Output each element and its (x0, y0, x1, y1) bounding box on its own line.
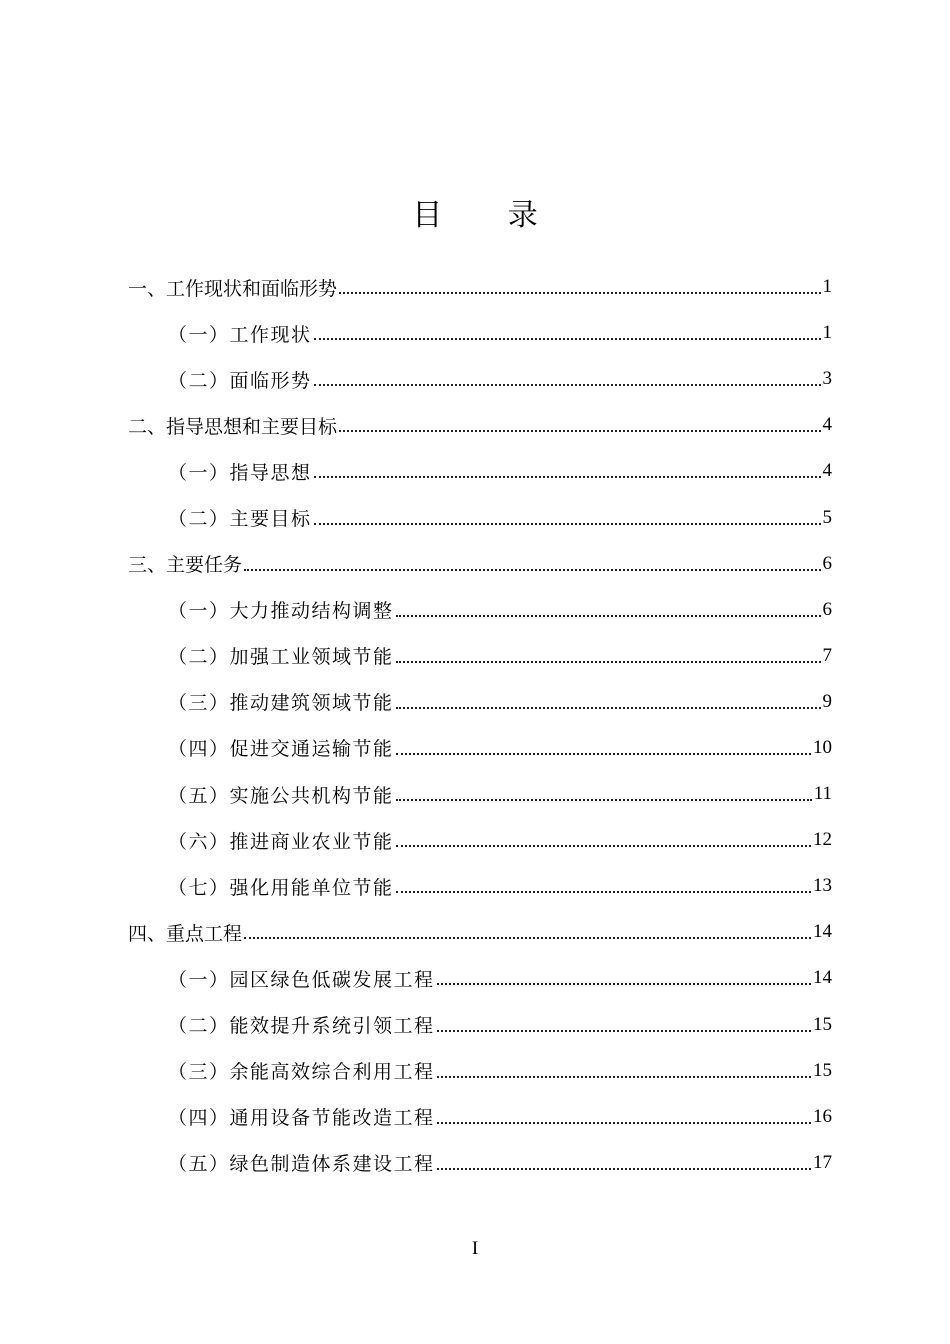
dot-leader (437, 1122, 811, 1124)
toc-section-entry[interactable] (128, 264, 832, 310)
toc-entry-label: （一）工作现状 (168, 323, 312, 346)
dot-leader (396, 707, 821, 709)
dot-leader (339, 430, 820, 432)
toc-entry-page: 16 (813, 1105, 832, 1127)
dot-leader (314, 384, 821, 386)
toc-entry-label: （五）实施公共机构节能 (168, 784, 394, 807)
dot-leader (437, 1076, 811, 1078)
toc-entry-page: 6 (822, 552, 832, 574)
toc-subsection-entry[interactable] (128, 1048, 832, 1094)
toc-entry-page: 15 (813, 1059, 832, 1081)
dot-leader (339, 292, 820, 294)
toc-entry-label: 二、指导思想和主要目标 (128, 415, 338, 438)
toc-subsection-entry[interactable] (128, 633, 832, 679)
dot-leader (396, 753, 811, 755)
toc-entry-page: 5 (822, 506, 832, 528)
toc-entry-label: （二）面临形势 (168, 369, 312, 392)
toc-subsection-entry[interactable] (128, 955, 832, 1001)
dot-leader (437, 1030, 811, 1032)
dot-leader (314, 476, 821, 478)
dot-leader (396, 661, 821, 663)
dot-leader (437, 983, 811, 985)
toc-entry-label: （二）能效提升系统引领工程 (168, 1015, 435, 1038)
toc-entry-page: 17 (813, 1151, 832, 1173)
toc-section-entry[interactable] (128, 541, 832, 587)
toc-subsection-entry[interactable] (128, 863, 832, 909)
toc-entry-page: 1 (822, 276, 832, 298)
dot-leader (396, 891, 811, 893)
toc-entry-label: （二）主要目标 (168, 508, 312, 531)
page-number: I (471, 1238, 479, 1259)
toc-entry-label: 一、工作现状和面临形势 (128, 277, 338, 300)
toc-section-entry[interactable] (128, 402, 832, 448)
toc-entry-page: 4 (822, 460, 832, 482)
toc-entry-label: （三）推动建筑领域节能 (168, 692, 394, 715)
toc-entry-page: 7 (822, 644, 832, 666)
toc-entry-label: （七）强化用能单位节能 (168, 876, 394, 899)
toc-entry-label: （一）大力推动结构调整 (168, 600, 394, 623)
toc-entry-page: 13 (813, 875, 832, 897)
page-title: 目 录 (412, 198, 566, 233)
toc-subsection-entry[interactable] (128, 1002, 832, 1048)
toc-entry-label: （六）推进商业农业节能 (168, 830, 394, 853)
toc-entry-label: （四）通用设备节能改造工程 (168, 1107, 435, 1130)
toc-entry-label: 三、主要任务 (128, 554, 243, 577)
toc-entry-page: 15 (813, 1013, 832, 1035)
toc-entry-page: 14 (813, 967, 832, 989)
toc-entry-label: （一）园区绿色低碳发展工程 (168, 968, 435, 991)
toc-subsection-entry[interactable] (128, 587, 832, 633)
toc-entry-label: （四）促进交通运输节能 (168, 738, 394, 761)
toc-entry-label: （二）加强工业领域节能 (168, 646, 394, 669)
toc-entry-label: （一）指导思想 (168, 461, 312, 484)
table-of-contents (128, 264, 832, 1186)
toc-entry-page: 10 (813, 736, 832, 758)
dot-leader (437, 1168, 811, 1170)
toc-entry-label: （三）余能高效综合利用工程 (168, 1061, 435, 1084)
toc-subsection-entry[interactable] (128, 725, 832, 771)
toc-subsection-entry[interactable] (128, 679, 832, 725)
toc-subsection-entry[interactable] (128, 1094, 832, 1140)
toc-subsection-entry[interactable] (128, 817, 832, 863)
toc-section-entry[interactable] (128, 909, 832, 955)
toc-entry-page: 9 (822, 690, 832, 712)
dot-leader (244, 569, 820, 571)
toc-entry-label: 四、重点工程 (128, 922, 243, 945)
dot-leader (396, 615, 821, 617)
toc-subsection-entry[interactable] (128, 494, 832, 540)
toc-subsection-entry[interactable] (128, 1140, 832, 1186)
dot-leader (314, 523, 821, 525)
toc-subsection-entry[interactable] (128, 310, 832, 356)
toc-subsection-entry[interactable] (128, 448, 832, 494)
toc-entry-page: 3 (822, 368, 832, 390)
toc-entry-page: 14 (813, 921, 832, 943)
toc-subsection-entry[interactable] (128, 771, 832, 817)
toc-entry-page: 6 (822, 598, 832, 620)
dot-leader (396, 845, 811, 847)
dot-leader (396, 799, 812, 801)
toc-entry-page: 11 (813, 783, 832, 805)
dot-leader (314, 338, 821, 340)
toc-entry-page: 4 (822, 414, 832, 436)
toc-subsection-entry[interactable] (128, 356, 832, 402)
toc-entry-page: 12 (813, 829, 832, 851)
toc-entry-label: （五）绿色制造体系建设工程 (168, 1153, 435, 1176)
dot-leader (244, 937, 811, 939)
toc-entry-page: 1 (822, 322, 832, 344)
